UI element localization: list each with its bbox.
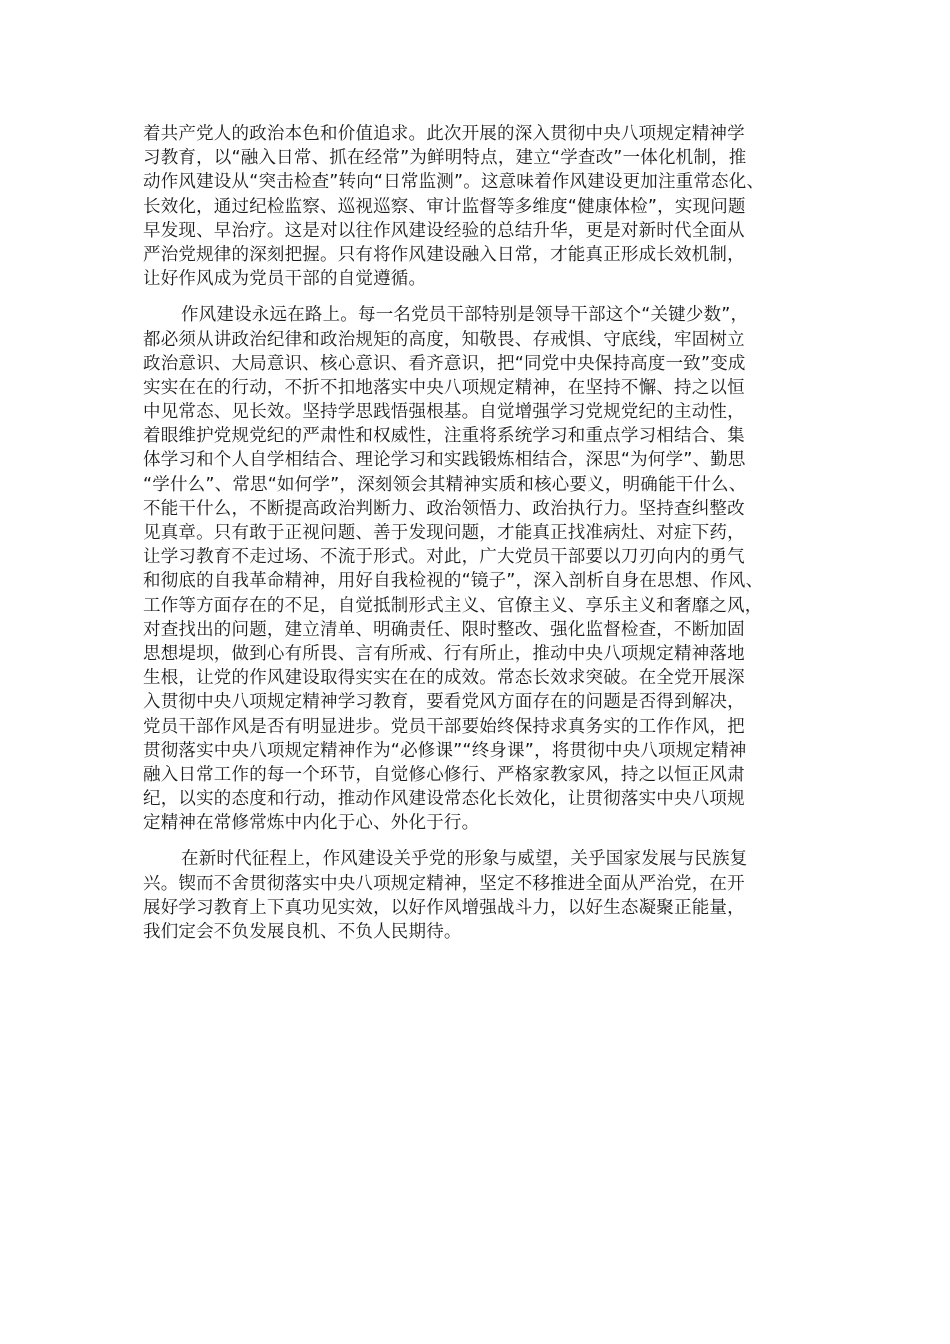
paragraph-2 xyxy=(143,303,823,835)
paragraph-3 xyxy=(143,847,823,944)
text-line: 中见常态、见长效。坚持学思践悟强根基。自觉增强学习党规党纪的主动性， xyxy=(143,402,745,423)
text-line: 动作风建设从“突击检查”转向“日常监测”。这意味着作风建设更加注重常态化、 xyxy=(143,172,765,193)
text-line: 作风建设永远在路上。每一名党员干部特别是领导干部这个“关键少数”， xyxy=(181,305,749,326)
text-line: 兴。锲而不舍贯彻落实中央八项规定精神，坚定不移推进全面从严治党，在开 xyxy=(143,873,745,894)
text-line: 着共产党人的政治本色和价值追求。此次开展的深入贯彻中央八项规定精神学 xyxy=(143,124,745,144)
text-line: 不能干什么，不断提高政治判断力、政治领悟力、政治执行力。坚持查纠整改 xyxy=(143,498,745,519)
text-line: 让学习教育不走过场、不流于形式。对此，广大党员干部要以刀刃向内的勇气 xyxy=(143,547,745,568)
text-line: 展好学习教育上下真功见实效，以好作风增强战斗力，以好生态凝聚正能量， xyxy=(143,897,745,918)
text-line: 生根，让党的作风建设取得实实在在的成效。常态长效求突破。在全党开展深 xyxy=(143,668,745,689)
text-line: 政治意识、大局意识、核心意识、看齐意识，把“同党中央保持高度一致”变成 xyxy=(143,353,746,374)
text-line: 入贯彻中央八项规定精神学习教育，要看党风方面存在的问题是否得到解决， xyxy=(143,692,745,713)
text-line: 见真章。只有敢于正视问题、善于发现问题，才能真正找准病灶、对症下药， xyxy=(143,523,745,543)
text-line: 贯彻落实中央八项规定精神作为“必修课”“终身课”，将贯彻中央八项规定精神 xyxy=(143,740,747,761)
text-line: 党员干部作风是否有明显进步。党员干部要始终保持求真务实的工作作风，把 xyxy=(143,716,745,737)
text-line: 长效化，通过纪检监察、巡视巡察、审计监督等多维度“健康体检”，实现问题 xyxy=(143,196,746,217)
text-line: 习教育，以“融入日常、抓在经常”为鲜明特点，建立“学查改”一体化机制，推 xyxy=(143,148,747,169)
text-line: 我们定会不负发展良机、不负人民期待。 xyxy=(143,922,462,942)
text-line: 在新时代征程上，作风建设关乎党的形象与威望，关乎国家发展与民族复 xyxy=(181,849,748,870)
paragraph-1 xyxy=(143,122,823,291)
text-line: 对查找出的问题，建立清单、明确责任、限时整改、强化监督检查，不断加固 xyxy=(143,619,745,640)
text-line: 让好作风成为党员干部的自觉遵循。 xyxy=(143,269,427,290)
text-line: 工作等方面存在的不足，自觉抵制形式主义、官僚主义、享乐主义和奢靡之风， xyxy=(143,595,763,616)
text-line: 早发现、早治疗。这是对以往作风建设经验的总结升华，更是对新时代全面从 xyxy=(143,220,745,241)
text-line: 和彻底的自我革命精神，用好自我检视的“镜子”，深入剖析自身在思想、作风、 xyxy=(143,571,764,592)
text-line: 实实在在的行动，不折不扣地落实中央八项规定精神，在坚持不懈、持之以恒 xyxy=(143,377,745,398)
text-line: 体学习和个人自学相结合、理论学习和实践锻炼相结合，深思“为何学”、勤思 xyxy=(143,450,746,471)
document-body xyxy=(143,122,823,956)
text-line: 都必须从讲政治纪律和政治规矩的高度，知敬畏、存戒惧、守底线，牢固树立 xyxy=(143,329,745,350)
text-line: “学什么”、常思“如何学”，深刻领会其精神实质和核心要义，明确能干什么、 xyxy=(143,474,747,495)
text-line: 严治党规律的深刻把握。只有将作风建设融入日常，才能真正形成长效机制， xyxy=(143,244,745,265)
text-line: 思想堤坝，做到心有所畏、言有所戒、行有所止，推动中央八项规定精神落地 xyxy=(143,643,745,664)
text-line: 融入日常工作的每一个环节，自觉修心修行、严格家教家风，持之以恒正风肃 xyxy=(143,764,745,785)
text-line: 纪，以实的态度和行动，推动作风建设常态化长效化，让贯彻落实中央八项规 xyxy=(143,789,745,810)
text-line: 定精神在常修常炼中内化于心、外化于行。 xyxy=(143,813,480,834)
text-line: 着眼维护党规党纪的严肃性和权威性，注重将系统学习和重点学习相结合、集 xyxy=(143,426,745,447)
